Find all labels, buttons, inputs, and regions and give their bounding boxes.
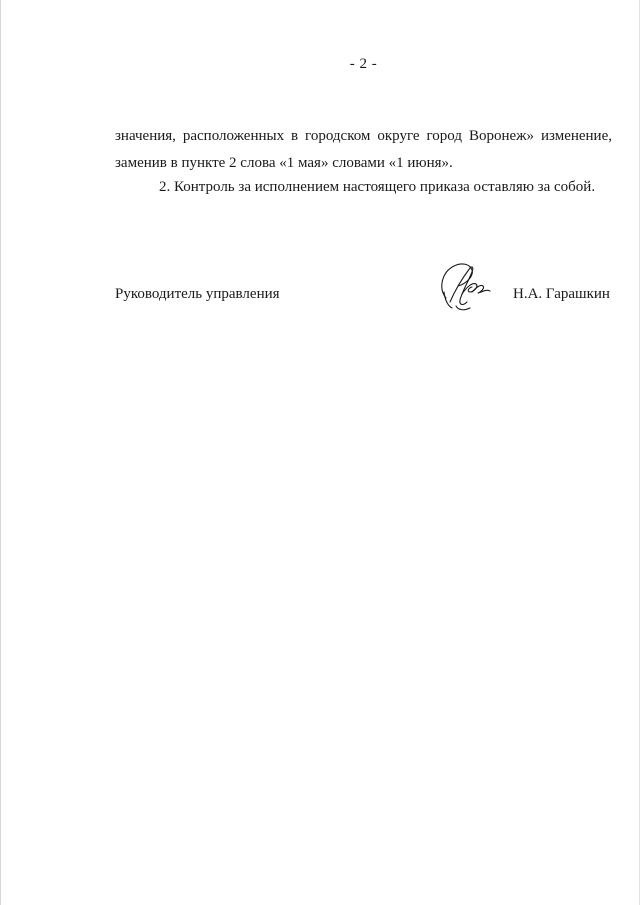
body-text-paragraph-2: 2. Контроль за исполнением настоящего приказа оставляю за собой. — [159, 179, 596, 195]
signature-icon — [436, 258, 496, 312]
page-edge-left — [0, 0, 1, 905]
page-number: - 2 - — [349, 56, 378, 72]
body-text-line: значения, расположенных в городском округе город Воронеж» изменение, — [115, 128, 612, 144]
signatory-position: Руководитель управления — [115, 286, 280, 302]
body-text-line: заменив в пункте 2 слова «1 мая» словами «1 июня». — [115, 155, 453, 171]
signatory-name: Н.А. Гарашкин — [513, 286, 610, 302]
